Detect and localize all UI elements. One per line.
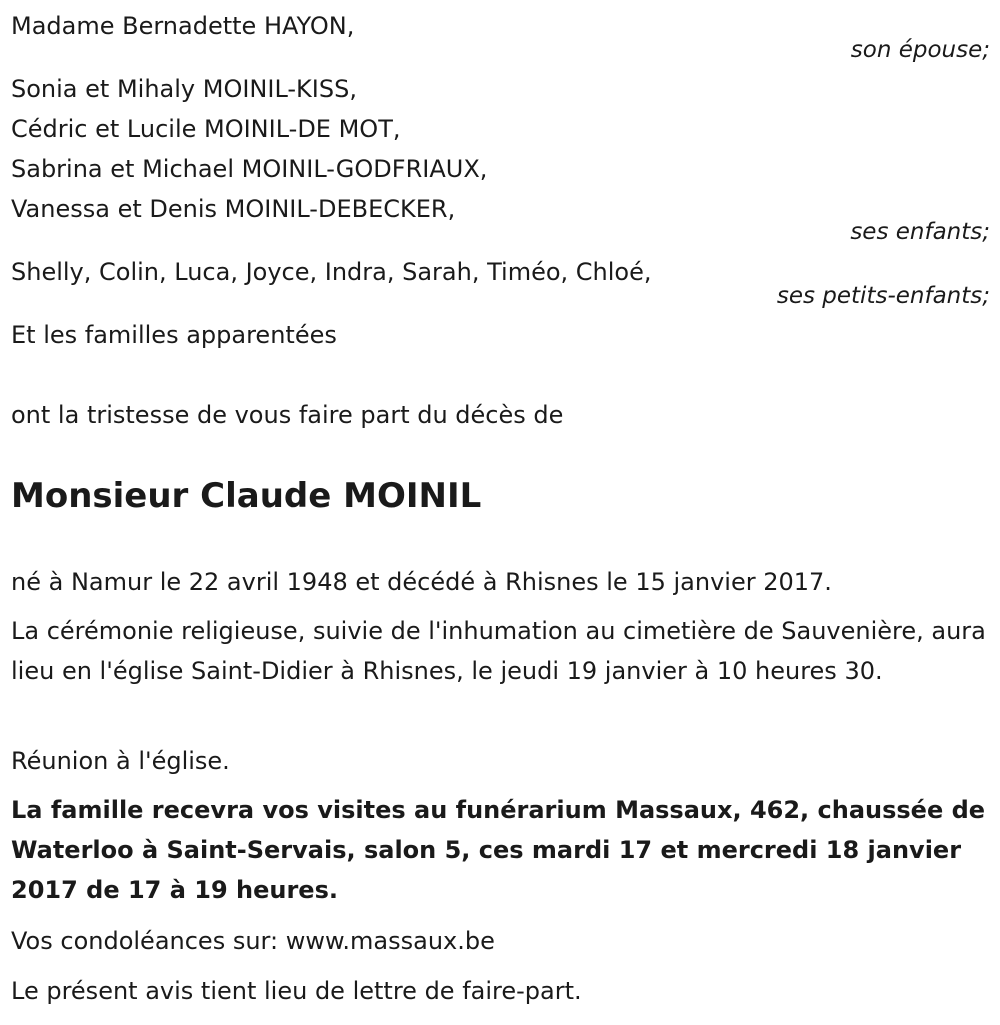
relatives-line: Et les familles apparentées [11, 321, 337, 349]
child-line: Cédric et Lucile MOINIL-DE MOT, [11, 115, 401, 143]
child-line: Sabrina et Michael MOINIL-GODFRIAUX, [11, 155, 488, 183]
announcement-text: ont la tristesse de vous faire part du décès de [11, 401, 564, 429]
deceased-name: Monsieur Claude MOINIL [11, 476, 482, 516]
child-line: Vanessa et Denis MOINIL-DEBECKER, [11, 195, 456, 223]
grandchildren-role: ses petits-enfants; [776, 283, 990, 309]
birth-death-info: né à Namur le 22 avril 1948 et décédé à Rhisnes le 15 janvier 2017. [11, 568, 832, 596]
child-line: Sonia et Mihaly MOINIL-KISS, [11, 75, 357, 103]
meeting-info: Réunion à l'église. [11, 747, 230, 775]
spouse-role: son épouse; [850, 37, 990, 63]
visits-info: La famille recevra vos visites au funérarium Massaux, 462, chaussée de Waterloo à Saint-Servais, salon 5, ces mardi 17 et mercredi 18 janvier 2017 de 17 à 19 heures. [11, 796, 986, 904]
notice-text: Le présent avis tient lieu de lettre de faire-part. [11, 977, 582, 1005]
condolences-info: Vos condoléances sur: www.massaux.be [11, 927, 495, 955]
ceremony-info: La cérémonie religieuse, suivie de l'inhumation au cimetière de Sauvenière, aura lieu en l'église Saint-Didier à Rhisnes, le jeudi 19 janvier à 10 heures 30. [11, 617, 986, 685]
spouse-name: Madame Bernadette HAYON, [11, 12, 355, 40]
grandchildren-names: Shelly, Colin, Luca, Joyce, Indra, Sarah, Timéo, Chloé, [11, 258, 652, 286]
children-role: ses enfants; [850, 219, 990, 245]
